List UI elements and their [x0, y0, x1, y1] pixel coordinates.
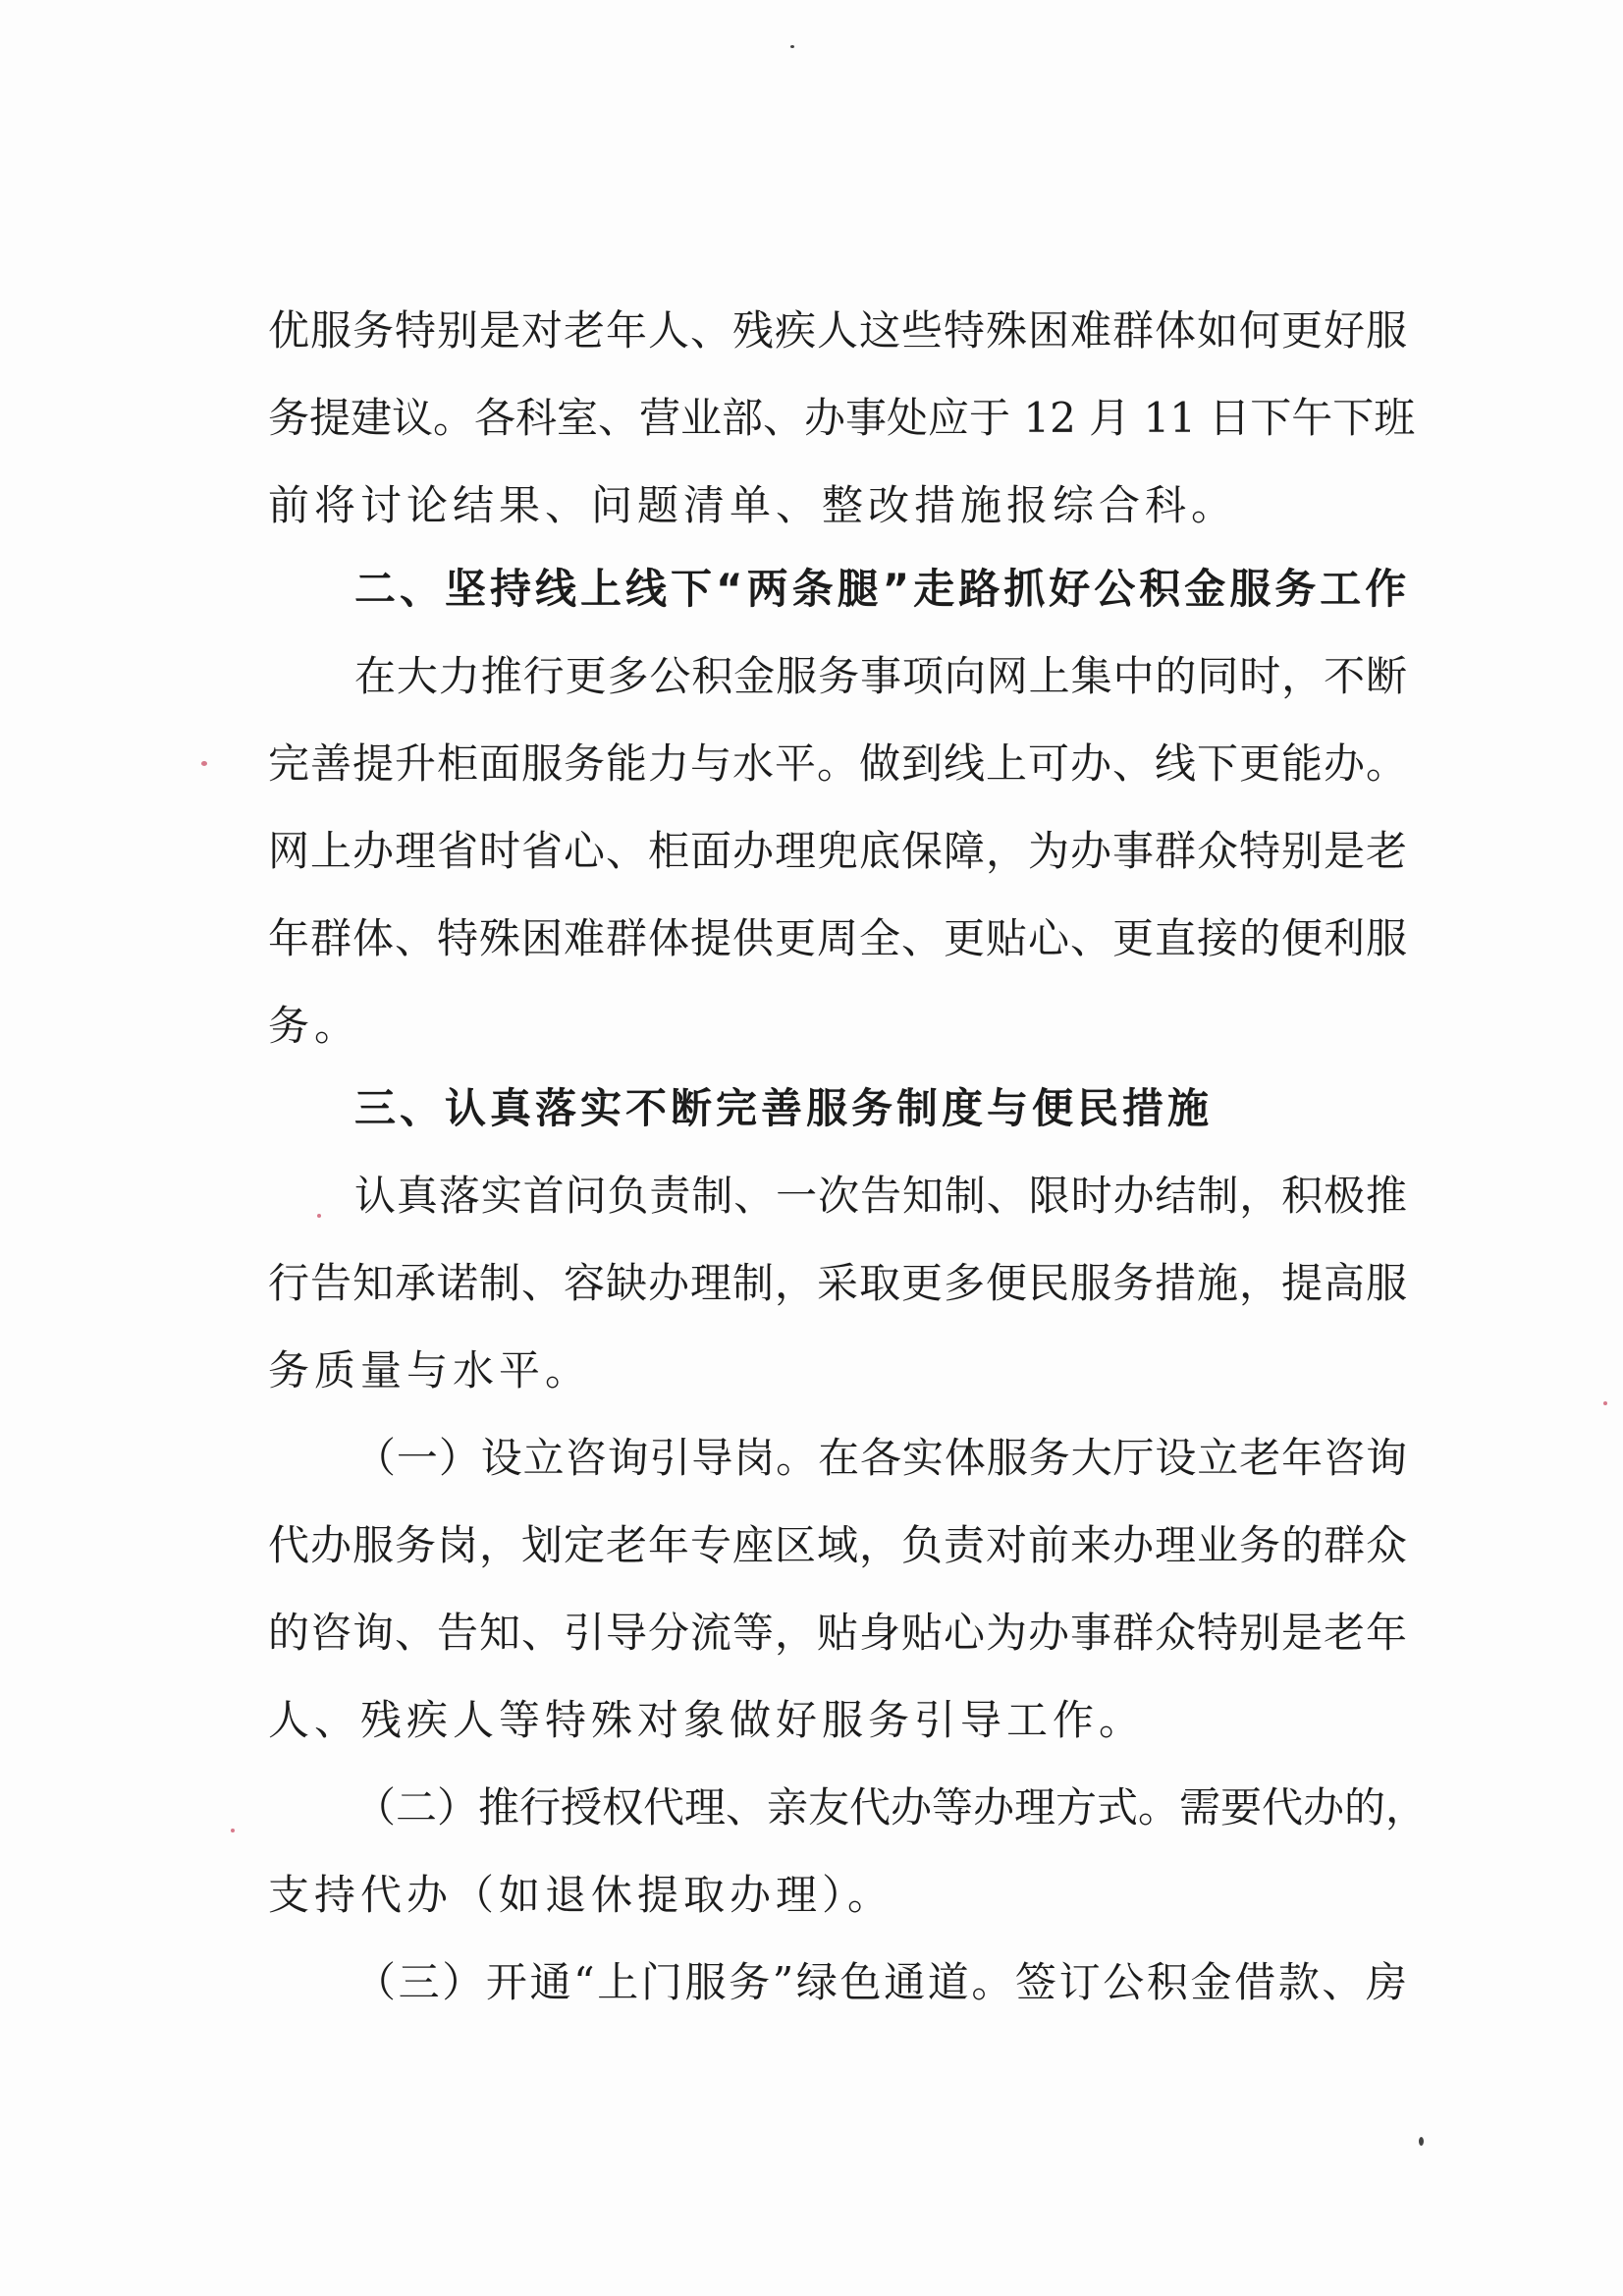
section-heading-2: 二、坚持线上线下“两条腿”走路抓好公积金服务工作	[354, 565, 1411, 613]
section-heading-3: 三、认真落实不断完善服务制度与便民措施	[354, 1084, 1214, 1132]
body-line-7: 网上办理省时省心、柜面办理兜底保障，为办事群众特别是老	[268, 827, 1407, 875]
body-line-6: 完善提升柜面服务能力与水平。做到线上可办、线下更能办。	[268, 739, 1407, 788]
scan-speck	[1419, 2137, 1424, 2146]
body-line-15: 代办服务岗，划定老年专座区域，负责对前来办理业务的群众	[268, 1521, 1407, 1569]
body-line-14: （一）设立咨询引导岗。在各实体服务大厅设立老年咨询	[354, 1434, 1407, 1482]
body-line-11: 认真落实首问负责制、一次告知制、限时办结制，积极推	[354, 1172, 1407, 1220]
body-line-2: 务提建议。各科室、营业部、办事处应于 12 月 11 日下午下班	[268, 394, 1416, 442]
body-line-13: 务质量与水平。	[268, 1346, 592, 1394]
scan-speck	[790, 45, 794, 48]
body-line-8: 年群体、特殊困难群体提供更周全、更贴心、更直接的便利服	[268, 914, 1407, 962]
scan-speck	[1603, 1401, 1607, 1405]
body-line-3: 前将讨论结果、问题清单、整改措施报综合科。	[268, 481, 1238, 529]
body-line-12: 行告知承诺制、容缺办理制，采取更多便民服务措施，提高服	[268, 1259, 1407, 1307]
body-line-18: （二）推行授权代理、亲友代办等办理方式。需要代办的，	[354, 1783, 1428, 1831]
scan-speck	[201, 761, 207, 766]
body-line-17: 人、残疾人等特殊对象做好服务引导工作。	[268, 1696, 1146, 1744]
body-line-5: 在大力推行更多公积金服务事项向网上集中的同时，不断	[354, 652, 1407, 700]
scan-speck	[231, 1829, 235, 1832]
body-line-9: 务。	[268, 1002, 361, 1050]
body-line-19: 支持代办（如退休提取办理）。	[268, 1871, 894, 1919]
body-line-20: （三）开通“上门服务”绿色通道。签订公积金借款、房	[354, 1958, 1407, 2006]
body-line-1: 优服务特别是对老年人、残疾人这些特殊困难群体如何更好服	[268, 306, 1407, 355]
body-line-16: 的咨询、告知、引导分流等，贴身贴心为办事群众特别是老年	[268, 1609, 1407, 1657]
scan-speck	[317, 1214, 321, 1218]
